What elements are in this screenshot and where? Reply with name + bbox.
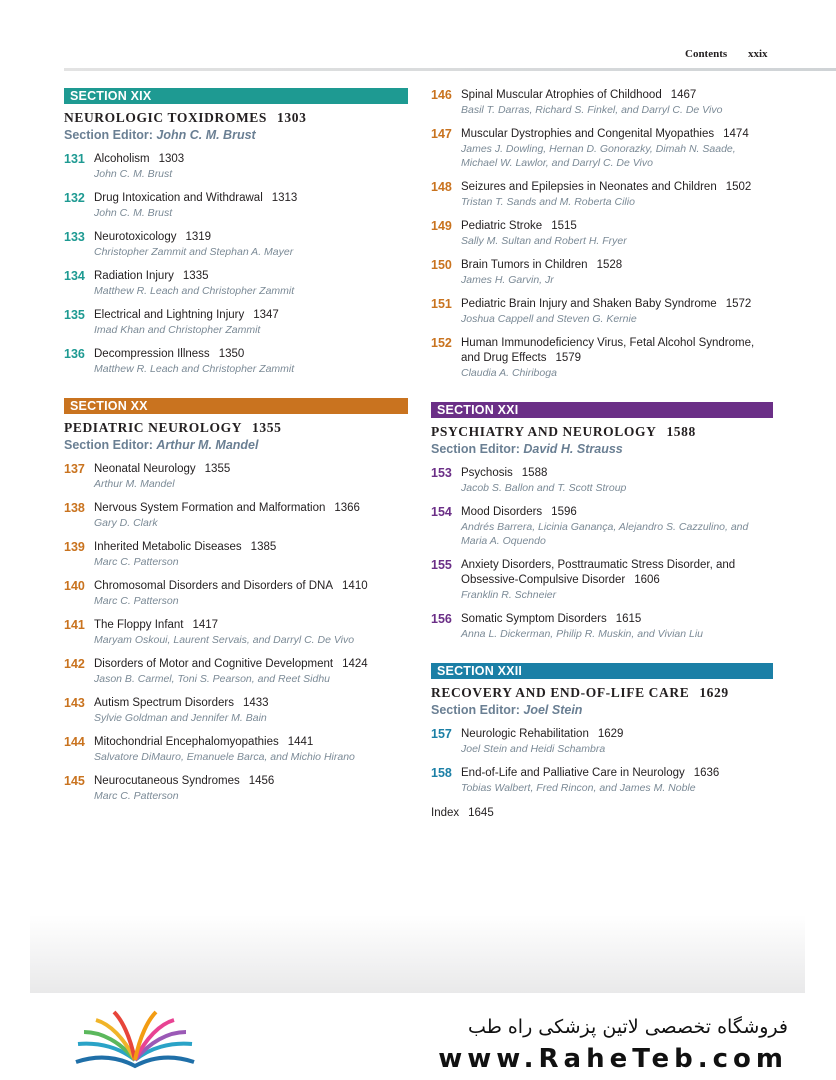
- chapter-title-line: [94, 269, 408, 284]
- chapter-authors: John C. M. Brust: [94, 207, 173, 219]
- chapter-body: [94, 462, 408, 491]
- index-entry[interactable]: [431, 807, 773, 819]
- section-editor-name: Arthur M. Mandel: [156, 438, 259, 452]
- section-editor-label: Section Editor:: [64, 128, 153, 142]
- chapter-title-line: [461, 727, 773, 742]
- chapter-entry[interactable]: [64, 152, 408, 181]
- chapter-page: 1629: [597, 728, 624, 740]
- chapter-title: Pediatric Stroke: [461, 220, 543, 232]
- chapter-number: 135: [64, 308, 85, 322]
- chapter-page: 1424: [342, 658, 368, 670]
- left-column: [64, 88, 408, 803]
- chapter-title: Pediatric Brain Injury and Shaken Baby Syndrome: [461, 298, 717, 310]
- chapter-page: 1385: [250, 541, 277, 553]
- chapter-page: 1615: [615, 613, 642, 625]
- chapter-number: 138: [64, 501, 85, 515]
- chapter-number: 154: [431, 505, 452, 519]
- chapter-page: 1606: [634, 574, 660, 586]
- chapter-entry[interactable]: [431, 88, 773, 117]
- chapter-body: [461, 558, 773, 602]
- chapter-number: 155: [431, 558, 452, 572]
- chapter-authors: Marc C. Patterson: [94, 790, 179, 802]
- chapter-entry[interactable]: [64, 618, 408, 647]
- chapter-number: 156: [431, 612, 452, 626]
- chapter-title-line: [461, 219, 773, 234]
- chapter-entry[interactable]: [64, 347, 408, 376]
- chapter-number: 157: [431, 727, 452, 741]
- chapter-title: Muscular Dystrophies and Congenital Myopathies: [461, 128, 715, 140]
- chapter-title-line: [461, 297, 773, 312]
- chapter-title-line: [94, 774, 408, 789]
- chapter-list: [431, 727, 773, 795]
- chapter-entry[interactable]: [64, 308, 408, 337]
- chapter-page: 1433: [242, 697, 269, 709]
- section-editor-name: Joel Stein: [523, 703, 583, 717]
- chapter-authors: Matthew R. Leach and Christopher Zammit: [94, 285, 295, 297]
- chapter-title: Spinal Muscular Atrophies of Childhood: [461, 89, 662, 101]
- chapter-title: Neonatal Neurology: [94, 463, 196, 475]
- chapter-title-line: [461, 336, 773, 366]
- index-page: 1645: [468, 807, 494, 819]
- chapter-number: 151: [431, 297, 452, 311]
- chapter-title-line: [94, 152, 408, 167]
- chapter-authors: Claudia A. Chiriboga: [461, 367, 557, 379]
- chapter-list: [64, 152, 408, 376]
- chapter-entry[interactable]: [431, 219, 773, 248]
- section-title-page: 1303: [277, 110, 307, 125]
- chapter-title-line: [94, 308, 408, 323]
- chapter-body: [461, 180, 773, 209]
- chapter-number: 147: [431, 127, 452, 141]
- chapter-number: 145: [64, 774, 85, 788]
- chapter-number: 141: [64, 618, 85, 632]
- chapter-number: 152: [431, 336, 452, 350]
- chapter-title-line: [94, 618, 408, 633]
- chapter-page: 1596: [551, 506, 577, 518]
- chapter-body: [94, 696, 408, 725]
- section-block: [64, 398, 408, 803]
- chapter-authors: Jason B. Carmel, Toni S. Pearson, and Reet Sidhu: [94, 673, 330, 685]
- chapter-authors: Joshua Cappell and Steven G. Kernie: [461, 313, 637, 325]
- chapter-body: [94, 308, 408, 337]
- chapter-title: Alcoholism: [94, 153, 150, 165]
- chapter-number: 146: [431, 88, 452, 102]
- chapter-entry[interactable]: [64, 579, 408, 608]
- chapter-authors: Tristan T. Sands and M. Roberta Cilio: [461, 196, 635, 208]
- chapter-number: 133: [64, 230, 85, 244]
- section-title: [64, 420, 408, 436]
- section-title-text: PEDIATRIC NEUROLOGY: [64, 420, 243, 435]
- section-editor: [64, 438, 408, 452]
- chapter-number: 143: [64, 696, 85, 710]
- chapter-body: [461, 505, 773, 548]
- chapter-page: 1579: [555, 352, 582, 364]
- right-sections: [431, 402, 773, 795]
- chapter-authors: Matthew R. Leach and Christopher Zammit: [94, 363, 295, 375]
- chapter-entry[interactable]: [431, 258, 773, 287]
- chapter-page: 1441: [287, 736, 314, 748]
- section-block: [431, 402, 773, 641]
- chapter-number: 153: [431, 466, 452, 480]
- chapter-title-line: [94, 657, 408, 672]
- chapter-entry[interactable]: [64, 657, 408, 686]
- section-editor-label: Section Editor:: [431, 442, 520, 456]
- chapter-title-line: [461, 505, 773, 520]
- footer-shade: [30, 915, 805, 993]
- chapter-authors: Salvatore DiMauro, Emanuele Barca, and Michio Hirano: [94, 751, 355, 763]
- chapter-entry[interactable]: [64, 191, 408, 220]
- chapter-body: [94, 579, 408, 608]
- chapter-number: 150: [431, 258, 452, 272]
- chapter-title-line: [94, 501, 408, 516]
- chapter-title-line: [94, 696, 408, 711]
- chapter-entry[interactable]: [431, 558, 773, 602]
- chapter-body: [94, 540, 408, 569]
- chapter-entry[interactable]: [64, 774, 408, 803]
- chapter-title-line: [461, 127, 773, 142]
- chapter-number: 136: [64, 347, 85, 361]
- section-title: [431, 685, 773, 701]
- chapter-title: Mood Disorders: [461, 506, 543, 518]
- chapter-number: 140: [64, 579, 85, 593]
- chapter-authors: Sylvie Goldman and Jennifer M. Bain: [94, 712, 267, 724]
- chapter-page: 1347: [253, 309, 279, 321]
- chapter-entry[interactable]: [64, 735, 408, 764]
- chapter-title: Mitochondrial Encephalomyopathies: [94, 736, 279, 748]
- chapter-title: Nervous System Formation and Malformation: [94, 502, 326, 514]
- header-label: Contents: [685, 48, 728, 60]
- header-rule: [64, 68, 836, 71]
- chapter-body: [461, 612, 773, 641]
- section-editor: [64, 128, 408, 142]
- chapter-entry[interactable]: [64, 501, 408, 530]
- chapter-body: [94, 657, 408, 686]
- chapter-number: 158: [431, 766, 452, 780]
- chapter-title: Human Immunodeficiency Virus, Fetal Alcohol Syndrome, and Drug Effects: [461, 337, 755, 364]
- chapter-body: [461, 88, 773, 117]
- chapter-page: 1303: [158, 153, 185, 165]
- chapter-number: 132: [64, 191, 85, 205]
- running-header: [0, 48, 836, 70]
- chapter-entry[interactable]: [431, 766, 773, 795]
- chapter-body: [461, 466, 773, 495]
- chapter-title: Chromosomal Disorders and Disorders of DNA: [94, 580, 334, 592]
- chapter-page: 1313: [271, 192, 298, 204]
- chapter-title-line: [461, 558, 773, 588]
- chapter-title-line: [94, 735, 408, 750]
- chapter-authors: Christopher Zammit and Stephan A. Mayer: [94, 246, 294, 258]
- chapter-page: 1467: [670, 89, 697, 101]
- chapter-authors: Arthur M. Mandel: [94, 478, 175, 490]
- chapter-page: 1366: [334, 502, 360, 514]
- right-top-chapters: [431, 88, 773, 380]
- chapter-authors: Joel Stein and Heidi Schambra: [461, 743, 606, 755]
- section-editor-label: Section Editor:: [64, 438, 153, 452]
- chapter-title: Somatic Symptom Disorders: [461, 613, 607, 625]
- chapter-title: Brain Tumors in Children: [461, 259, 588, 271]
- store-name: فروشگاه تخصصی لاتین پزشکی راه طب: [468, 1016, 788, 1038]
- chapter-list: [64, 462, 408, 803]
- chapter-title-line: [461, 88, 773, 103]
- section-editor: [431, 442, 773, 456]
- chapter-authors: Maryam Oskoui, Laurent Servais, and Darryl C. De Vivo: [94, 634, 355, 646]
- section-bar: SECTION XX: [64, 398, 408, 414]
- section-block: [64, 88, 408, 376]
- chapter-title: Decompression Illness: [94, 348, 210, 360]
- chapter-page: 1335: [182, 270, 209, 282]
- chapter-body: [94, 774, 408, 803]
- chapter-title-line: [461, 612, 773, 627]
- chapter-page: 1502: [725, 181, 752, 193]
- chapter-body: [94, 152, 408, 181]
- chapter-title: Electrical and Lightning Injury: [94, 309, 245, 321]
- chapter-list: [431, 466, 773, 641]
- section-editor-label: Section Editor:: [431, 703, 520, 717]
- chapter-entry[interactable]: [431, 180, 773, 209]
- chapter-title: Neurologic Rehabilitation: [461, 728, 589, 740]
- chapter-title: Disorders of Motor and Cognitive Development: [94, 658, 334, 670]
- chapter-title: Neurotoxicology: [94, 231, 177, 243]
- chapter-body: [461, 766, 773, 795]
- right-column: [431, 88, 773, 819]
- chapter-entry[interactable]: [64, 696, 408, 725]
- section-editor-name: David H. Strauss: [523, 442, 623, 456]
- chapter-authors: Jacob S. Ballon and T. Scott Stroup: [461, 482, 627, 494]
- chapter-page: 1319: [185, 231, 212, 243]
- open-book-logo-icon: [70, 1008, 200, 1078]
- chapter-number: 148: [431, 180, 452, 194]
- chapter-body: [94, 269, 408, 298]
- chapter-title: Autism Spectrum Disorders: [94, 697, 234, 709]
- chapter-entry[interactable]: [431, 466, 773, 495]
- chapter-entry[interactable]: [431, 612, 773, 641]
- chapter-title-line: [461, 766, 773, 781]
- chapter-title-line: [461, 466, 773, 481]
- chapter-body: [461, 727, 773, 756]
- chapter-authors: Tobias Walbert, Fred Rincon, and James M. Noble: [461, 782, 696, 794]
- chapter-title: Psychosis: [461, 467, 513, 479]
- chapter-title-line: [94, 347, 408, 362]
- chapter-title: Anxiety Disorders, Posttraumatic Stress Disorder, and Obsessive-Compulsive Disorder: [461, 559, 736, 586]
- chapter-body: [94, 618, 408, 647]
- chapter-body: [461, 219, 773, 248]
- chapter-entry[interactable]: [431, 297, 773, 326]
- chapter-body: [461, 127, 773, 170]
- chapter-authors: Sally M. Sultan and Robert H. Fryer: [461, 235, 627, 247]
- section-title-text: NEUROLOGIC TOXIDROMES: [64, 110, 268, 125]
- chapter-title: Neurocutaneous Syndromes: [94, 775, 240, 787]
- chapter-authors: Imad Khan and Christopher Zammit: [94, 324, 261, 336]
- chapter-number: 144: [64, 735, 85, 749]
- chapter-entry[interactable]: [64, 230, 408, 259]
- chapter-page: 1528: [596, 259, 623, 271]
- chapter-entry[interactable]: [431, 127, 773, 170]
- chapter-entry[interactable]: [64, 269, 408, 298]
- chapter-title-line: [94, 230, 408, 245]
- chapter-title-line: [94, 579, 408, 594]
- chapter-entry[interactable]: [431, 727, 773, 756]
- chapter-page: 1588: [521, 467, 548, 479]
- chapter-page: 1355: [204, 463, 231, 475]
- chapter-title: Inherited Metabolic Diseases: [94, 541, 242, 553]
- section-title: [431, 424, 773, 440]
- section-bar: SECTION XXII: [431, 663, 773, 679]
- chapter-authors: John C. M. Brust: [94, 168, 173, 180]
- section-title-page: 1629: [699, 685, 729, 700]
- store-url[interactable]: www.RaheTeb.com: [438, 1044, 788, 1074]
- chapter-title: The Floppy Infant: [94, 619, 184, 631]
- chapter-page: 1410: [342, 580, 368, 592]
- chapter-page: 1417: [192, 619, 219, 631]
- chapter-title-line: [461, 180, 773, 195]
- chapter-authors: Anna L. Dickerman, Philip R. Muskin, and Vivian Liu: [461, 628, 704, 640]
- chapter-number: 137: [64, 462, 85, 476]
- chapter-title: Drug Intoxication and Withdrawal: [94, 192, 263, 204]
- chapter-authors: James H. Garvin, Jr: [461, 274, 554, 286]
- index-label: Index: [431, 807, 460, 819]
- chapter-title-line: [94, 191, 408, 206]
- chapter-entry[interactable]: [64, 540, 408, 569]
- section-editor: [431, 703, 773, 717]
- chapter-title-line: [94, 540, 408, 555]
- header-page-number: xxix: [748, 48, 768, 60]
- chapter-body: [461, 336, 773, 380]
- chapter-authors: Basil T. Darras, Richard S. Finkel, and Darryl C. De Vivo: [461, 104, 723, 116]
- chapter-body: [461, 258, 773, 287]
- chapter-body: [94, 501, 408, 530]
- section-title-text: PSYCHIATRY AND NEUROLOGY: [431, 424, 657, 439]
- chapter-number: 139: [64, 540, 85, 554]
- chapter-title: Seizures and Epilepsies in Neonates and Children: [461, 181, 717, 193]
- chapter-authors: James J. Dowling, Hernan D. Gonorazky, Dimah N. Saade, Michael W. Lawlor, and Darryl C. De Vivo: [461, 143, 736, 169]
- chapter-page: 1456: [248, 775, 275, 787]
- chapter-body: [461, 297, 773, 326]
- chapter-title: Radiation Injury: [94, 270, 174, 282]
- chapter-authors: Marc C. Patterson: [94, 595, 179, 607]
- chapter-number: 134: [64, 269, 85, 283]
- section-bar: SECTION XIX: [64, 88, 408, 104]
- chapter-page: 1350: [218, 348, 245, 360]
- chapter-authors: Marc C. Patterson: [94, 556, 179, 568]
- chapter-number: 142: [64, 657, 85, 671]
- chapter-body: [94, 191, 408, 220]
- chapter-body: [94, 347, 408, 376]
- chapter-page: 1572: [725, 298, 752, 310]
- chapter-authors: Gary D. Clark: [94, 517, 158, 529]
- chapter-body: [94, 735, 408, 764]
- chapter-entry[interactable]: [431, 505, 773, 548]
- chapter-page: 1515: [551, 220, 577, 232]
- chapter-title-line: [461, 258, 773, 273]
- chapter-entry[interactable]: [64, 462, 408, 491]
- chapter-title-line: [94, 462, 408, 477]
- section-editor-name: John C. M. Brust: [156, 128, 256, 142]
- chapter-body: [94, 230, 408, 259]
- section-title: [64, 110, 408, 126]
- section-title-text: RECOVERY AND END-OF-LIFE CARE: [431, 685, 690, 700]
- chapter-authors: Franklin R. Schneier: [461, 589, 557, 601]
- chapter-number: 131: [64, 152, 85, 166]
- chapter-page: 1636: [693, 767, 720, 779]
- chapter-number: 149: [431, 219, 452, 233]
- chapter-entry[interactable]: [431, 336, 773, 380]
- chapter-title: End-of-Life and Palliative Care in Neurology: [461, 767, 685, 779]
- section-bar: SECTION XXI: [431, 402, 773, 418]
- section-block: [431, 663, 773, 795]
- section-title-page: 1588: [666, 424, 696, 439]
- chapter-page: 1474: [723, 128, 749, 140]
- section-title-page: 1355: [252, 420, 282, 435]
- chapter-authors: Andrés Barrera, Licinia Ganança, Alejandro S. Cazzulino, and Maria A. Oquendo: [461, 521, 749, 547]
